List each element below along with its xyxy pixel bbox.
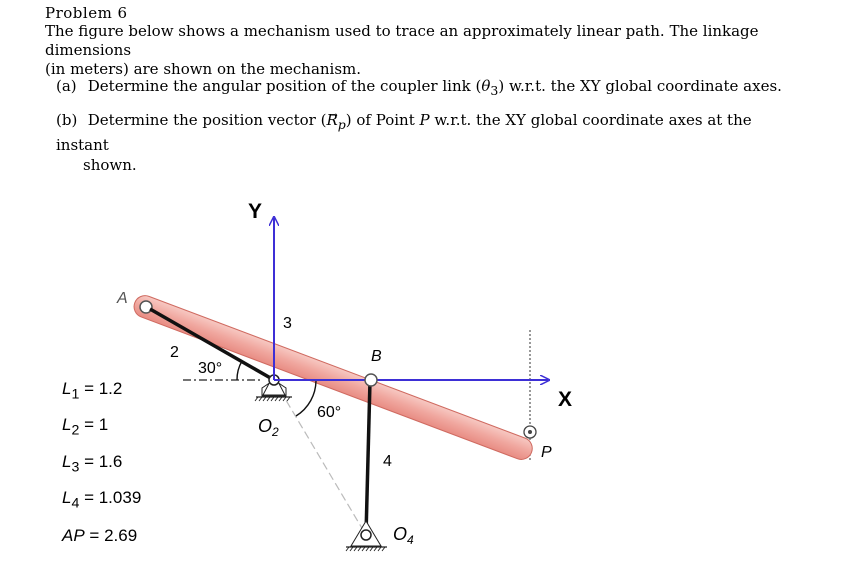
intro-line-2: (in meters) are shown on the mechanism.	[45, 60, 362, 78]
point-p-symbol: P	[419, 111, 430, 129]
question-a-tag: (a)	[56, 77, 77, 95]
problem-title: Problem 6	[45, 4, 128, 22]
link-2-label: 2	[170, 344, 179, 361]
link-4-label: 4	[383, 453, 392, 470]
question-b-text-mid: ) of Point	[345, 111, 420, 129]
angle-60-label: 60°	[317, 404, 342, 421]
angle-30-label: 30°	[198, 360, 223, 377]
vector-r-subscript: p	[337, 117, 346, 132]
rocker-link-4	[366, 381, 370, 535]
intro-line-1: The figure below shows a mechanism used to trace an approximately linear path. The linkage dimensions	[45, 22, 759, 59]
question-b-tag: (b)	[56, 111, 78, 129]
pin-b	[365, 374, 377, 386]
dimension-l3: $L_3 = 1.6$	[62, 452, 123, 476]
question-b-text-pre: Determine the position vector (	[87, 111, 327, 129]
coupler-link-3	[131, 292, 536, 462]
dimension-l1: $L_1 = 1.2$	[62, 379, 123, 403]
axis-x-label: X	[558, 388, 573, 411]
pin-a	[140, 301, 152, 313]
theta-subscript: 3	[490, 83, 499, 98]
question-b-text-post: w.r.t. the XY global coordinate axes at the instant	[56, 111, 752, 154]
point-p-label: P	[541, 444, 552, 461]
question-a-text-pre: Determine the angular position of the coupler link (	[87, 77, 482, 95]
angle-30-arc	[237, 361, 242, 380]
point-p-marker	[524, 426, 536, 438]
dimension-l4: $L_4 = 1.039$	[62, 488, 142, 512]
theta-symbol: θ	[481, 77, 491, 95]
angle-60-arc	[296, 380, 316, 416]
question-b-continuation: shown.	[83, 156, 137, 174]
link-3-label: 3	[283, 315, 292, 332]
ground-o2-label: $O_2$	[258, 416, 279, 439]
question-a-text-post: ) w.r.t. the XY global coordinate axes.	[498, 77, 782, 95]
ground-o4-label: $O_4$	[393, 524, 414, 547]
ground-support-o4	[346, 521, 387, 551]
axis-y-label: Y	[248, 200, 263, 223]
vector-r-symbol: R	[326, 111, 338, 129]
point-a-label: A	[117, 290, 128, 307]
dimension-ap: AP = 2.69	[62, 526, 138, 545]
point-b-label: B	[371, 348, 382, 365]
dimension-l2: $L_2 = 1$	[62, 415, 109, 439]
